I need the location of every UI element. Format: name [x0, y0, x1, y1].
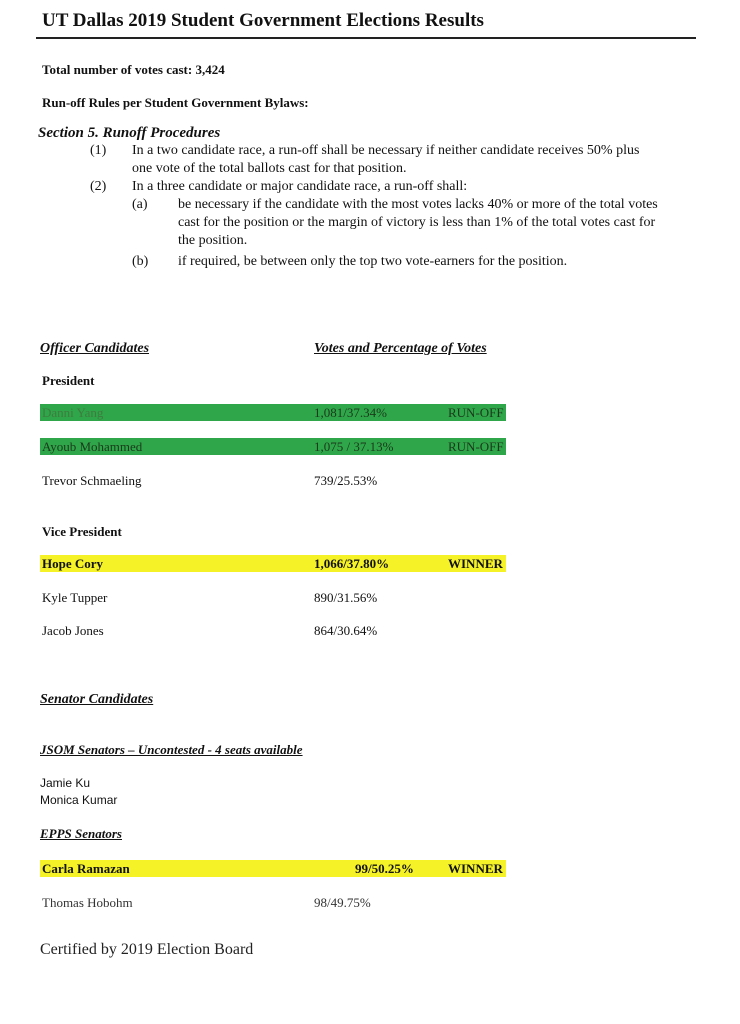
candidate-votes: 98/49.75% — [314, 895, 371, 910]
votes-heading: Votes and Percentage of Votes — [314, 341, 487, 356]
candidate-name: Hope Cory — [42, 556, 104, 571]
document-title: UT Dallas 2019 Student Government Elections Results — [42, 10, 484, 31]
candidate-votes: 99/50.25% — [355, 861, 414, 876]
vice-president-label: Vice President — [42, 524, 122, 539]
total-votes: Total number of votes cast: 3,424 — [42, 62, 225, 77]
runoff-highlight — [40, 404, 506, 421]
status-badge: RUN-OFF — [448, 405, 504, 420]
candidate-votes: 890/31.56% — [314, 590, 378, 605]
rule-line: In a two candidate race, a run-off shall be necessary if neither candidate receives 50% plus — [132, 143, 640, 158]
candidate-name: Ayoub Mohammed — [42, 439, 143, 454]
candidate-name: Carla Ramazan — [42, 861, 130, 876]
officer-candidates-heading: Officer Candidates — [40, 341, 150, 356]
president-label: President — [42, 373, 95, 388]
candidate-name: Jacob Jones — [42, 623, 104, 638]
candidate-name: Trevor Schmaeling — [42, 473, 142, 488]
rule-line: In a three candidate or major candidate race, a run-off shall: — [132, 179, 468, 194]
rule-number: (2) — [90, 179, 107, 194]
jsom-heading: JSOM Senators – Uncontested - 4 seats available — [40, 742, 303, 757]
subrule-line: if required, be between only the top two vote-earners for the position. — [178, 254, 568, 269]
candidate-votes: 1,075 / 37.13% — [314, 439, 394, 454]
epps-heading: EPPS Senators — [40, 826, 122, 841]
senator-candidates-heading: Senator Candidates — [40, 692, 154, 707]
rule-number: (1) — [90, 143, 107, 158]
title-rule — [36, 37, 696, 39]
jsom-senator-name: Jamie Ku — [40, 776, 91, 790]
subrule-line: cast for the position or the margin of victory is less than 1% of the total votes cast for — [178, 215, 656, 230]
candidate-name: Thomas Hobohm — [42, 895, 133, 910]
subrule-letter: (b) — [132, 254, 149, 269]
certified-line: Certified by 2019 Election Board — [40, 941, 254, 958]
subrule-line: be necessary if the candidate with the most votes lacks 40% or more of the total votes — [178, 197, 658, 212]
candidate-votes: 1,066/37.80% — [314, 556, 390, 571]
candidate-votes: 864/30.64% — [314, 623, 378, 638]
winner-highlight — [40, 555, 506, 572]
status-badge: WINNER — [448, 556, 503, 571]
candidate-name: Danni Yang — [42, 405, 104, 420]
status-badge: RUN-OFF — [448, 439, 504, 454]
candidate-name: Kyle Tupper — [42, 590, 108, 605]
candidate-votes: 739/25.53% — [314, 473, 378, 488]
candidate-votes: 1,081/37.34% — [314, 405, 387, 420]
section5-heading: Section 5. Runoff Procedures — [38, 125, 221, 141]
jsom-senator-name: Monica Kumar — [40, 793, 118, 807]
subrule-letter: (a) — [132, 197, 148, 212]
rule-line: one vote of the total ballots cast for that position. — [132, 161, 407, 176]
status-badge: WINNER — [448, 861, 503, 876]
runoff-rules-heading: Run-off Rules per Student Government Bylaws: — [42, 95, 309, 110]
subrule-line: the position. — [178, 233, 248, 248]
